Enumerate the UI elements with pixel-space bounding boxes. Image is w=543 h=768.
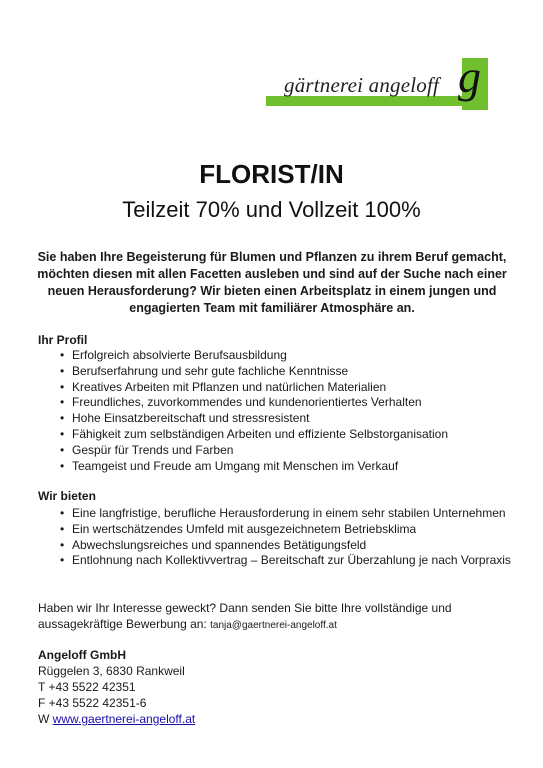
contact-paragraph xyxy=(38,600,508,634)
intro-paragraph: Sie haben Ihre Begeisterung für Blumen und Pflanzen zu ihrem Beruf gemacht, möchten diesen mit allen Facetten ausleben und sind auf der Suche nach einer neuen Herausforderung? Wir bieten einen Arbeitsplatz in einem jungen und engagierten Team mit familiärer Atmosphäre an. xyxy=(37,250,507,315)
website-line: W www.gaertnerei-angeloff.at xyxy=(38,712,196,726)
bullet-icon: • xyxy=(60,506,65,520)
bullet-icon: • xyxy=(60,521,65,536)
fax-number: F +43 5522 42351-6 xyxy=(38,696,147,710)
profile-list xyxy=(38,348,448,474)
list-item: • Eine langfristige, berufliche Herausforderung in einem sehr stabilen Unternehmen xyxy=(60,506,506,520)
list-item: • Abwechslungsreiches und spannendes Betätigungsfeld xyxy=(60,537,367,552)
bullet-icon: • xyxy=(60,379,65,394)
bullet-icon: • xyxy=(60,458,65,473)
list-item: • Freundliches, zuvorkommendes und kundenorientiertes Verhalten xyxy=(60,395,422,410)
company-address xyxy=(38,647,195,727)
contact-line-1: Haben wir Ihr Interesse geweckt? Dann senden Sie bitte Ihre vollständige und xyxy=(38,601,452,615)
bullet-icon: • xyxy=(60,553,65,568)
contact-email[interactable]: tanja@gaertnerei-angeloff.at xyxy=(210,620,337,631)
list-item: • Berufserfahrung und sehr gute fachliche Kenntnisse xyxy=(60,363,349,378)
bullet-icon: • xyxy=(60,363,65,378)
list-item: • Erfolgreich absolvierte Berufsausbildung xyxy=(60,348,287,362)
offer-heading: Wir bieten xyxy=(38,489,96,503)
logo-text: gärtnerei angeloff xyxy=(284,73,440,97)
list-item: • Ein wertschätzendes Umfeld mit ausgezeichnetem Betriebsklima xyxy=(60,521,417,536)
contact-line-2: aussagekräftige Bewerbung an: tanja@gaertnerei-angeloff.at xyxy=(38,617,337,631)
list-item: • Hohe Einsatzbereitschaft und stressresistent xyxy=(60,411,310,426)
phone-number: T +43 5522 42351 xyxy=(38,680,136,694)
company-name: Angeloff GmbH xyxy=(38,648,126,662)
list-item: • Entlohnung nach Kollektivvertrag – Bereitschaft zur Überzahlung je nach Vorpraxis xyxy=(60,553,511,568)
list-item: • Teamgeist und Freude am Umgang mit Menschen im Verkauf xyxy=(60,458,399,473)
list-item: • Fähigkeit zum selbständigen Arbeiten und effiziente Selbstorganisation xyxy=(60,426,449,441)
profile-heading: Ihr Profil xyxy=(38,333,88,347)
logo-letter: g xyxy=(458,51,481,102)
job-title: FLORIST/IN xyxy=(199,159,344,189)
website-link[interactable]: www.gaertnerei-angeloff.at xyxy=(52,712,196,726)
bullet-icon: • xyxy=(60,395,65,410)
bullet-icon: • xyxy=(60,442,65,457)
bullet-icon: • xyxy=(60,426,65,441)
bullet-icon: • xyxy=(60,348,65,362)
list-item: • Kreatives Arbeiten mit Pflanzen und natürlichen Materialien xyxy=(60,379,387,394)
street-address: Rüggelen 3, 6830 Rankweil xyxy=(38,664,185,678)
offer-list xyxy=(38,506,511,569)
bullet-icon: • xyxy=(60,411,65,426)
company-logo xyxy=(266,51,502,110)
job-subtitle: Teilzeit 70% und Vollzeit 100% xyxy=(122,197,421,222)
list-item: • Gespür für Trends und Farben xyxy=(60,442,234,457)
bullet-icon: • xyxy=(60,537,65,552)
